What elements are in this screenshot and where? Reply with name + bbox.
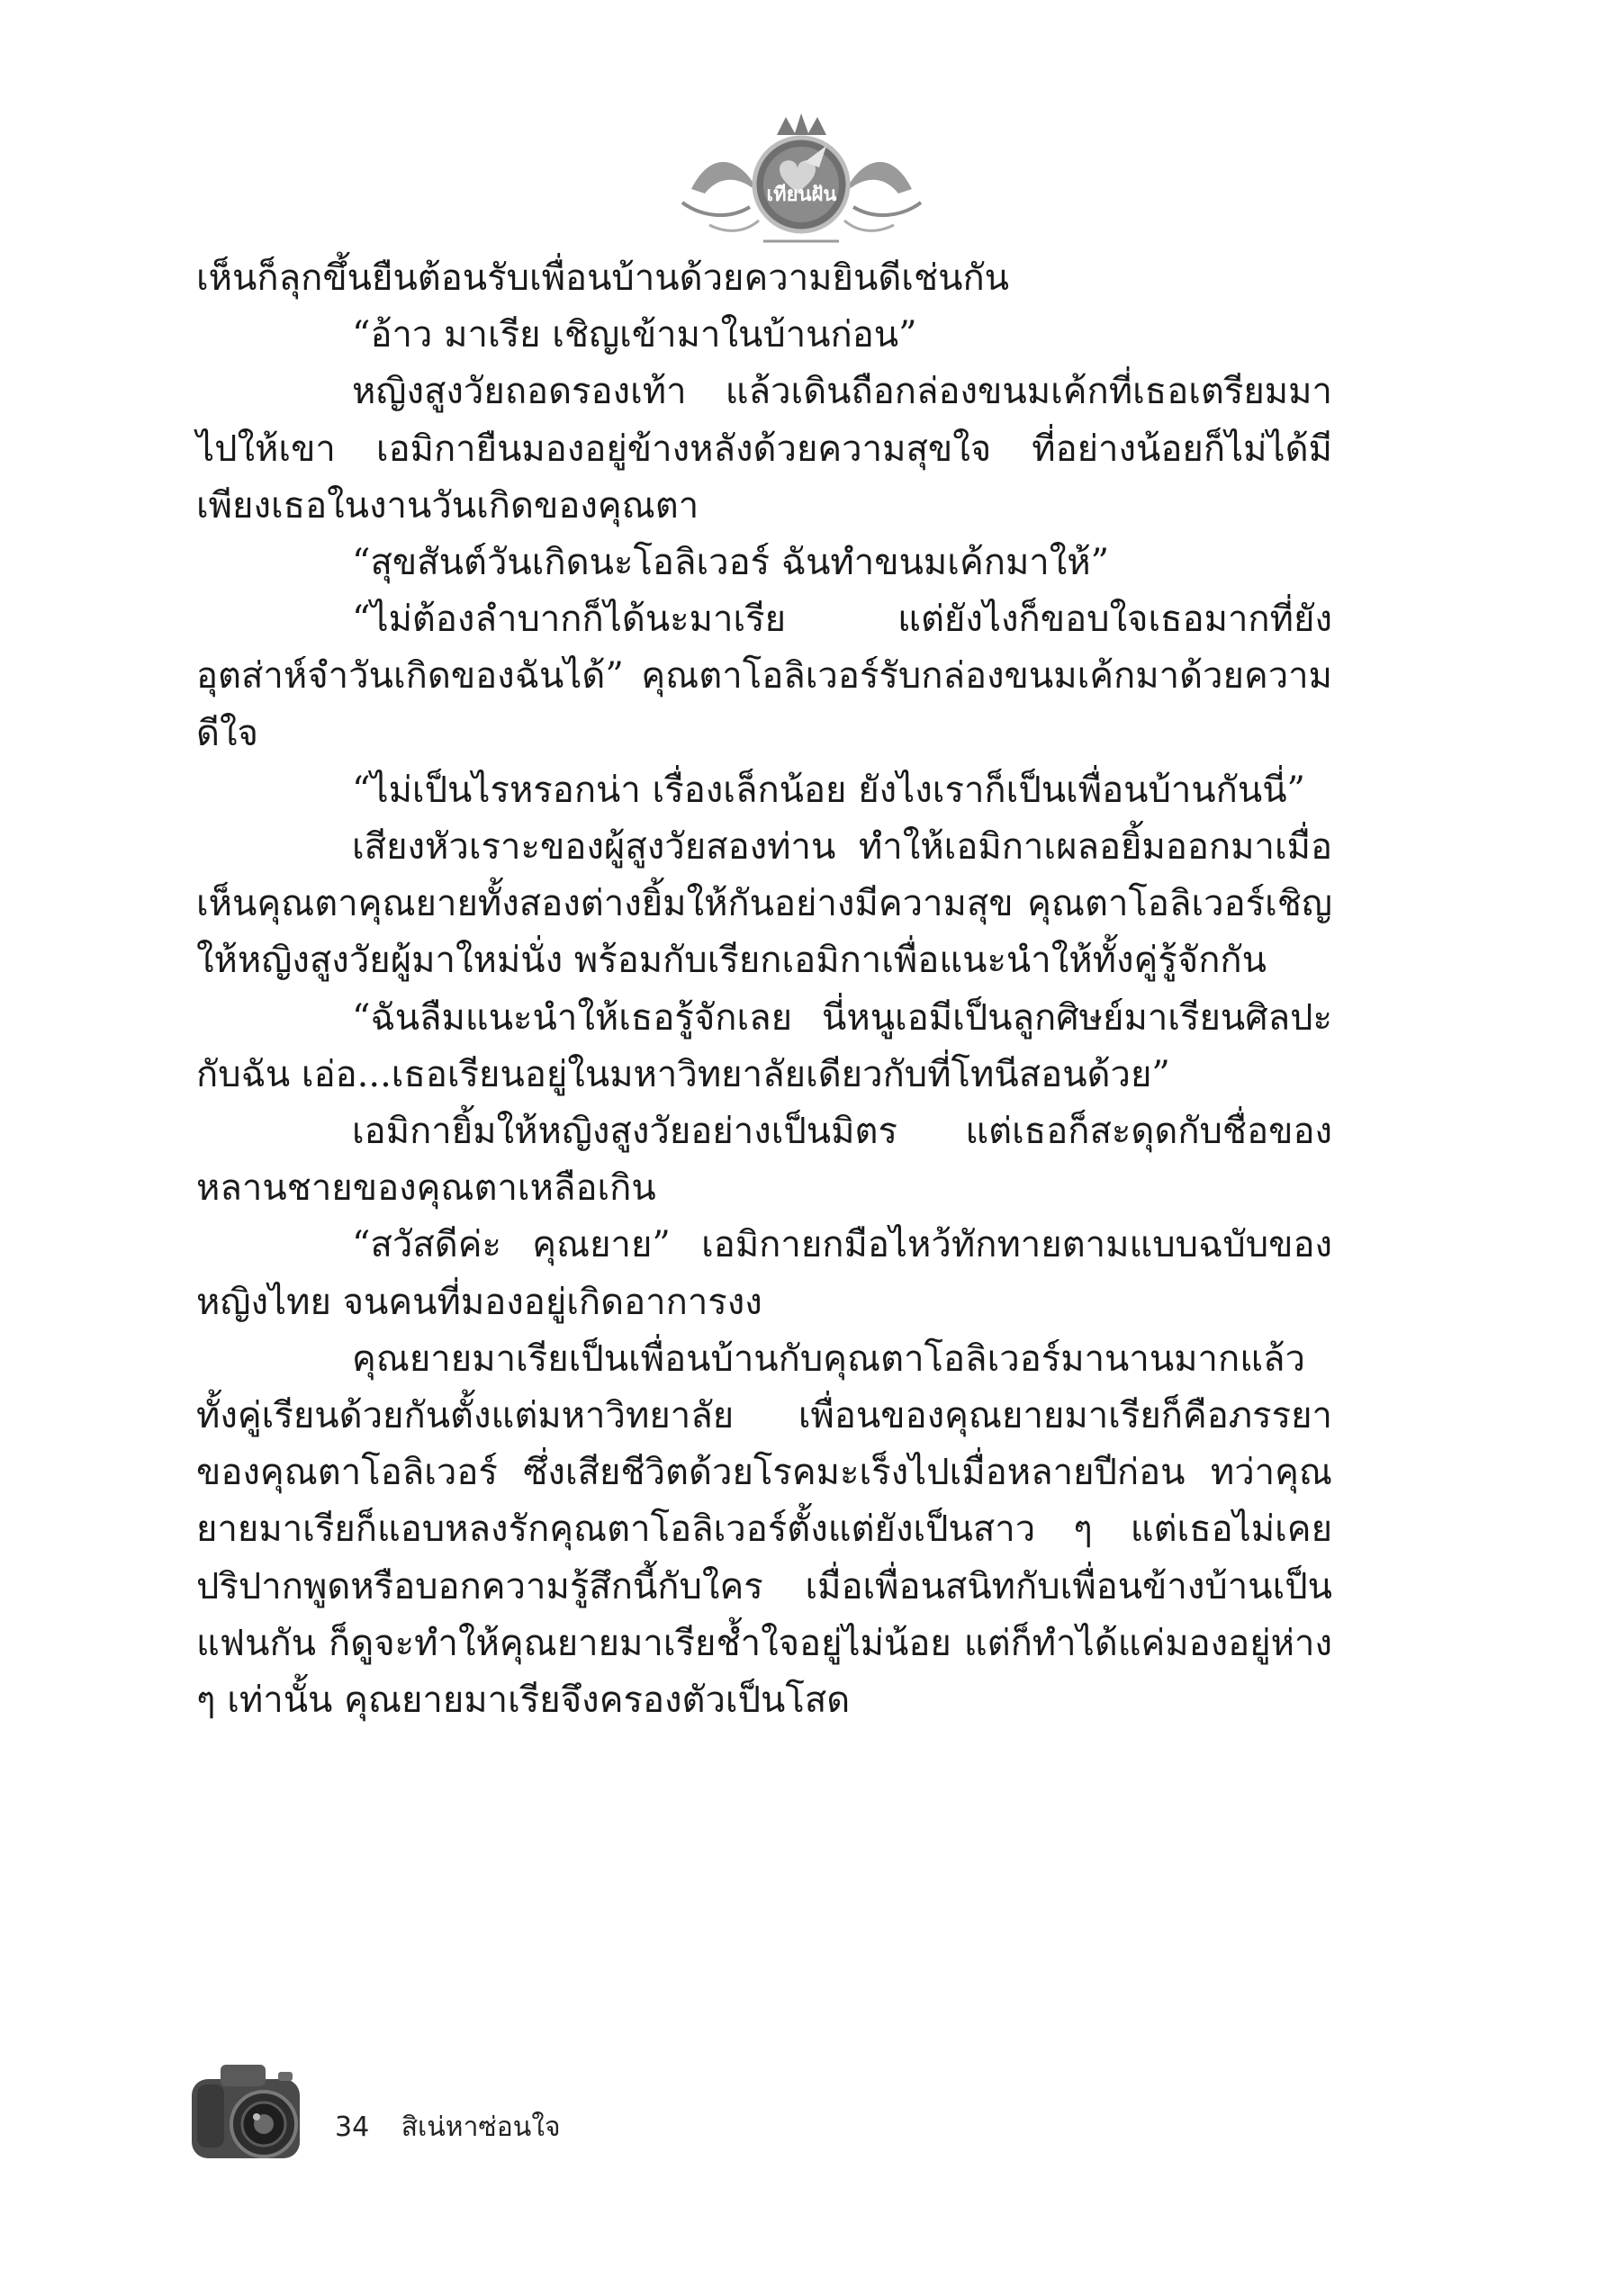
camera-icon <box>185 2054 320 2171</box>
paragraph: เอมิกายิ้มให้หญิงสูงวัยอย่างเป็นมิตร แต่เธอก็สะดุดกับชื่อของหลานชายของคุณตาเหลือเกิน <box>196 1111 1332 1210</box>
story-text <box>196 250 1332 1729</box>
book-title: สิเน่หาซ่อนใจ <box>401 2111 561 2143</box>
paragraph: เห็นก็ลุกขึ้นยืนต้อนรับเพื่อนบ้านด้วยความยินดีเช่นกัน <box>196 257 1010 299</box>
paragraph: “ไม่ต้องลำบากก็ได้นะมาเรีย แต่ยังไงก็ขอบใจเธอมากที่ยังอุตส่าห์จำวันเกิดของฉันได้” คุณตาโอลิเวอร์รับกล่องขนมเค้กมาด้วยความดีใจ <box>196 599 1332 754</box>
paragraph: “ไม่เป็นไรหรอกน่า เรื่องเล็กน้อย ยังไงเราก็เป็นเพื่อนบ้านกันนี่” <box>352 769 1306 811</box>
paragraph: หญิงสูงวัยถอดรองเท้า แล้วเดินถือกล่องขนมเค้กที่เธอเตรียมมาไปให้เขา เอมิกายืนมองอยู่ข้างหลังด้วยความสุขใจ ที่อย่างน้อยก็ไม่ได้มีเพียงเธอในงานวันเกิดของคุณตา <box>196 371 1332 527</box>
paragraph: “อ้าว มาเรีย เชิญเข้ามาในบ้านก่อน” <box>352 314 917 356</box>
paragraph: “สุขสันต์วันเกิดนะโอลิเวอร์ ฉันทำขนมเค้กมาให้” <box>352 542 1110 584</box>
paragraph: “สวัสดีค่ะ คุณยาย” เอมิกายกมือไหว้ทักทายตามแบบฉบับของหญิงไทย จนคนที่มองอยู่เกิดอาการงง <box>196 1224 1332 1323</box>
paragraph: คุณยายมาเรียเป็นเพื่อนบ้านกับคุณตาโอลิเวอร์มานานมากแล้ว ทั้งคู่เรียนด้วยกันตั้งแต่มหาวิทยาลัย เพื่อนของคุณยายมาเรียก็คือภรรยาของคุณตาโอลิเวอร์ ซึ่งเสียชีวิตด้วยโรคมะเร็งไปเมื่อหลายปีก่อน ทว่าคุณยายมาเรียก็แอบหลงรักคุณตาโอลิเวอร์ตั้งแต่ยังเป็นสาว ๆ แต่เธอไม่เคยปริปากพูดหรือบอกความรู้สึกนี้กับใคร เมื่อเพื่อนสนิทกับเพื่อนข้างบ้านเป็นแฟนกัน ก็ดูจะทำให้คุณยายมาเรียช้ำใจอยู่ไม่น้อย แต่ก็ทำได้แค่มองอยู่ห่าง ๆ เท่านั้น คุณยายมาเรียจึงครองตัวเป็นโสด <box>196 1337 1332 1722</box>
paragraph: “ฉันลืมแนะนำให้เธอรู้จักเลย นี่หนูเอมีเป็นลูกศิษย์มาเรียนศิลปะกับฉัน เอ่อ...เธอเรียนอยู่ในมหาวิทยาลัยเดียวกับที่โทนีสอนด้วย” <box>196 996 1332 1095</box>
paragraph: เสียงหัวเราะของผู้สูงวัยสองท่าน ทำให้เอมิกาเผลอยิ้มออกมาเมื่อเห็นคุณตาคุณยายทั้งสองต่างยิ้มให้กันอย่างมีความสุข คุณตาโอลิเวอร์เชิญให้หญิงสูงวัยผู้มาใหม่นั่ง พร้อมกับเรียกเอมิกาเพื่อแนะนำให้ทั้งคู่รู้จักกัน <box>196 826 1332 982</box>
emblem-lettering: เทียนฝัน <box>766 184 837 206</box>
header-emblem <box>673 108 930 252</box>
page-footer <box>335 2106 561 2148</box>
page-number: 34 <box>335 2111 370 2143</box>
